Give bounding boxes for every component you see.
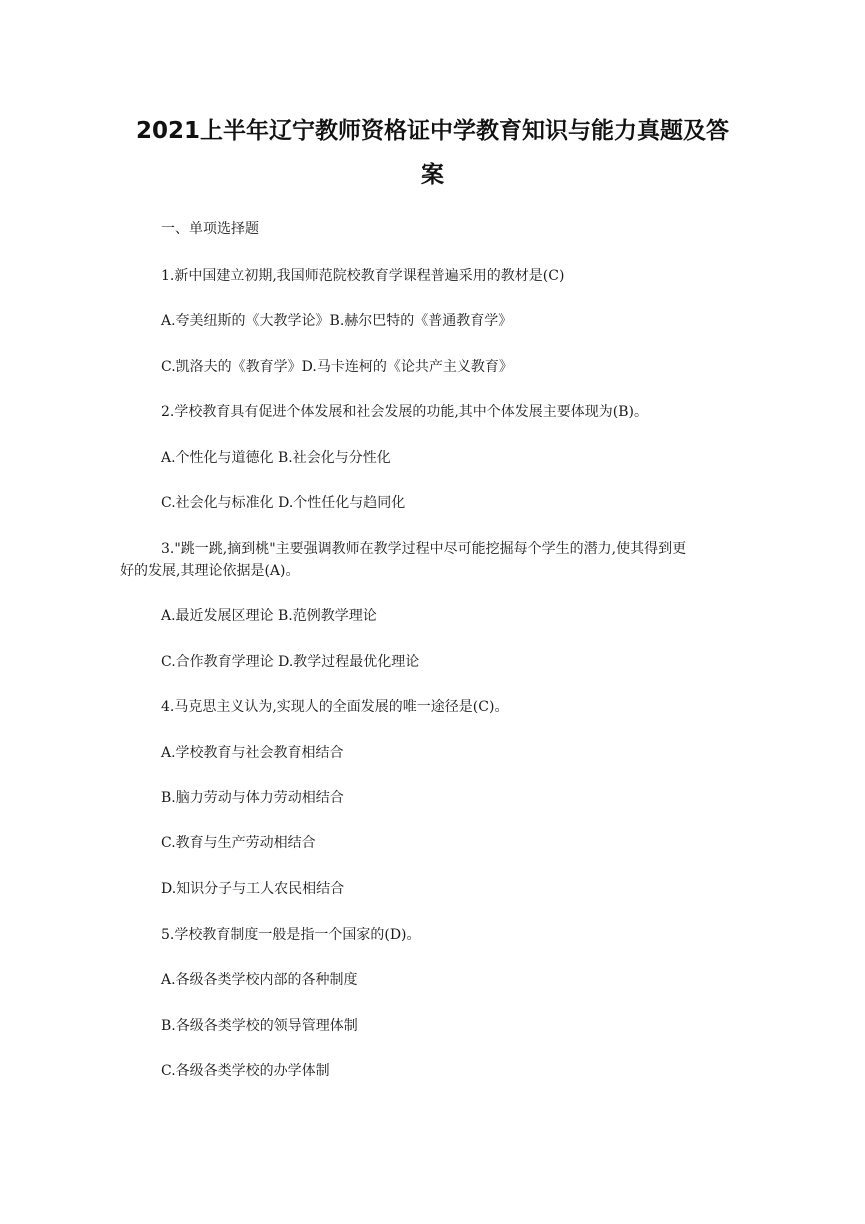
question-4: 4.马克思主义认为,实现人的全面发展的唯一途径是(C)。 [161, 699, 509, 715]
question-4-option-c: C.教育与生产劳动相结合 [161, 835, 316, 851]
question-5-option-c: C.各级各类学校的办学体制 [161, 1063, 330, 1079]
section-heading: 一、单项选择题 [161, 221, 259, 237]
question-3-options-ab: A.最近发展区理论 B.范例教学理论 [161, 608, 377, 624]
question-4-option-b: B.脑力劳动与体力劳动相结合 [161, 790, 344, 806]
document-title-line-1: 2021上半年辽宁教师资格证中学教育知识与能力真题及答 [135, 118, 729, 144]
question-2: 2.学校教育具有促进个体发展和社会发展的功能,其中个体发展主要体现为(B)。 [161, 404, 649, 420]
question-3-line-2: 好的发展,其理论依据是(A)。 [120, 563, 300, 579]
question-1-options-ab: A.夸美纽斯的《大教学论》B.赫尔巴特的《普通教育学》 [161, 313, 513, 329]
question-4-option-a: A.学校教育与社会教育相结合 [161, 745, 344, 761]
question-5-option-b: B.各级各类学校的领导管理体制 [161, 1018, 358, 1034]
document-title-line-2: 案 [421, 162, 444, 188]
question-2-options-ab: A.个性化与道德化 B.社会化与分性化 [161, 450, 391, 466]
question-3-line-1: 3."跳一跳,摘到桃"主要强调教师在教学过程中尽可能挖掘每个学生的潜力,使其得到更 [161, 541, 687, 557]
question-2-options-cd: C.社会化与标准化 D.个性任化与趋同化 [161, 495, 406, 511]
question-1: 1.新中国建立初期,我国师范院校教育学课程普遍采用的教材是(C) [161, 268, 565, 284]
question-3-options-cd: C.合作教育学理论 D.教学过程最优化理论 [161, 654, 420, 670]
question-5-option-a: A.各级各类学校内部的各种制度 [161, 972, 358, 988]
question-5: 5.学校教育制度一般是指一个国家的(D)。 [161, 927, 421, 943]
question-1-options-cd: C.凯洛夫的《教育学》D.马卡连柯的《论共产主义教育》 [161, 359, 513, 375]
question-4-option-d: D.知识分子与工人农民相结合 [161, 881, 345, 897]
